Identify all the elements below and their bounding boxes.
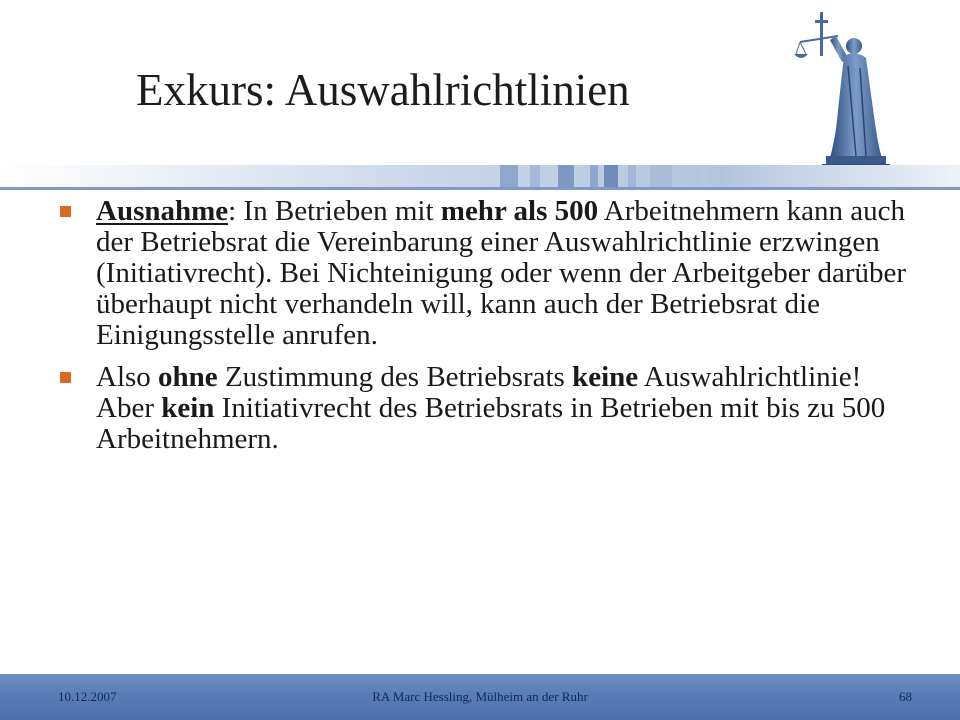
bullet-item	[60, 196, 920, 351]
header-decoration-band	[0, 163, 960, 190]
bold-run: mehr als 500	[440, 195, 599, 227]
footer-page-number: 68	[899, 689, 912, 704]
bullet-item	[60, 362, 920, 455]
square-bullet-icon	[60, 206, 71, 217]
text-run: Zustimmung des Betriebsrats	[217, 361, 573, 393]
text-run: Initiativrecht des Betriebsrats in Betrieben mit bis zu 500 Arbeitnehmern.	[96, 392, 886, 455]
footer-author: RA Marc Hessling, Mülheim an der Ruhr	[372, 689, 588, 704]
text-run: : In Betrieben mit	[228, 195, 441, 227]
bullet-text	[96, 195, 906, 351]
text-run: Auswahlrichtlinie! Aber	[96, 361, 862, 424]
slide-title: Exkurs: Auswahlrichtlinien	[136, 65, 630, 115]
bullet-text	[96, 361, 885, 455]
text-run: Arbeitnehmern kann auch der Betriebsrat die Vereinbarung einer Auswahlrichtlinie erzwingen (Initiativrecht). Bei Nichteinigung oder wenn der Arbeitgeber darüber überhaupt nicht verhandeln will, kann auch der Betriebsrat die Einigungsstelle anrufen.	[96, 195, 907, 351]
bold-run: ohne	[158, 361, 218, 393]
footer-date: 10.12.2007	[58, 689, 117, 704]
bullet-term: Ausnahme	[96, 195, 229, 227]
slide-footer	[0, 674, 960, 720]
square-bullet-icon	[60, 372, 71, 383]
text-run: Also	[96, 361, 159, 393]
slide-body	[60, 196, 920, 466]
bold-run: keine	[572, 361, 639, 393]
bold-run: kein	[161, 392, 215, 424]
justitia-statue-image	[786, 6, 906, 176]
